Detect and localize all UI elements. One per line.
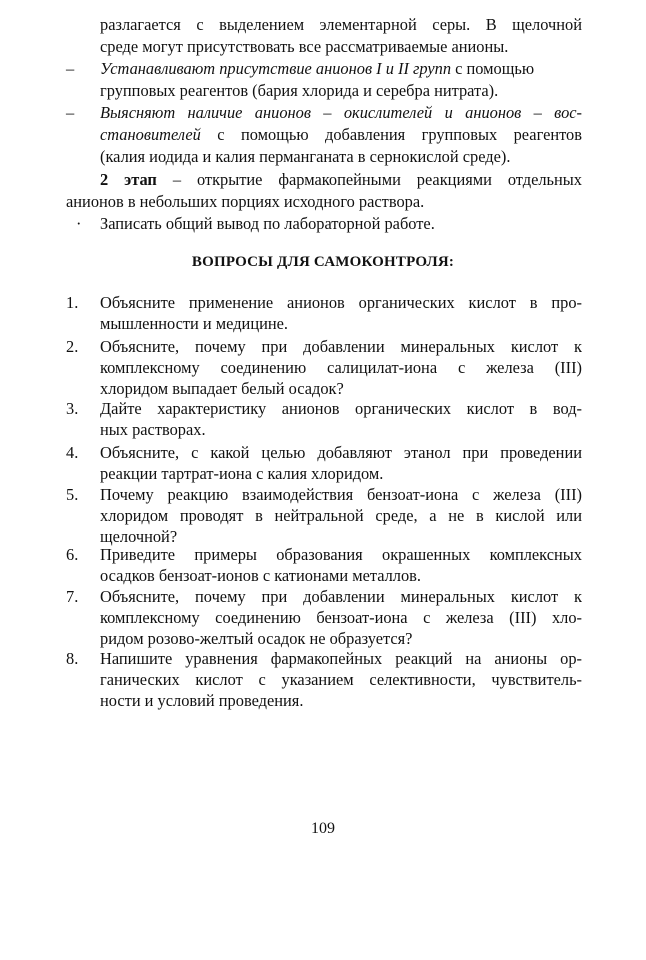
bullet-1-line-1 xyxy=(100,59,534,79)
bullet-2-line-2 xyxy=(100,125,582,145)
question-line: хлоридом проводят в нейтральной среде, а не в кислой или xyxy=(100,506,582,525)
question-line: ридом розово-желтый осадок не образуется? xyxy=(100,629,413,648)
question-number: 6. xyxy=(66,545,79,564)
section-heading: ВОПРОСЫ ДЛЯ САМОКОНТРОЛЯ: xyxy=(191,254,455,270)
question-line: Объясните, почему при добавлении минеральных кислот к xyxy=(100,587,582,606)
intro-line-1: разлагается с выделением элементарной серы. В щелочной xyxy=(100,15,582,34)
question-number: 7. xyxy=(66,587,79,606)
question-line: Объясните, с какой целью добавляют этанол при проведении xyxy=(100,443,582,462)
question-line: Объясните применение анионов органических кислот в про- xyxy=(100,293,582,312)
question-line: Почему реакцию взаимодействия бензоат-иона с железа (III) xyxy=(100,485,582,504)
bullet-2-rest: с помощью добавления групповых реагентов xyxy=(200,125,582,144)
dash-marker: – xyxy=(66,59,75,78)
question-line: комплексному соединению салицилат-иона с железа (III) xyxy=(100,358,582,377)
page-number: 109 xyxy=(311,820,335,837)
question-line: щелочной? xyxy=(100,527,178,546)
stage-2-line-1 xyxy=(100,170,582,190)
question-line: Объясните, почему при добавлении минеральных кислот к xyxy=(100,337,582,356)
question-number: 5. xyxy=(66,485,79,504)
question-line: ганических кислот с указанием селективности, чувствитель- xyxy=(100,670,582,689)
stage-2-line-2: анионов в небольших порциях исходного раствора. xyxy=(66,192,425,211)
intro-line-2: среде могут присутствовать все рассматриваемые анионы. xyxy=(100,37,509,56)
question-line: реакции тартрат-иона с калия хлоридом. xyxy=(100,464,384,483)
bullet-1-italic: Устанавливают присутствие анионов I и II групп xyxy=(100,59,452,78)
bullet-2-line-1: Выясняют наличие анионов – окислителей и анионов – вос- xyxy=(100,103,582,122)
bullet-2-line-3: (калия иодида и калия перманганата в сернокислой среде). xyxy=(100,147,511,166)
bullet-dot: · xyxy=(76,214,82,233)
question-number: 1. xyxy=(66,293,79,312)
stage-2-text: – открытие фармакопейными реакциями отдельных xyxy=(156,170,582,189)
question-line: Приведите примеры образования окрашенных комплексных xyxy=(100,545,582,564)
question-line: комплексному соединению бензоат-иона с железа (III) хло- xyxy=(100,608,582,627)
question-line: Дайте характеристику анионов органических кислот в вод- xyxy=(100,399,582,418)
conclusion-line: Записать общий вывод по лабораторной работе. xyxy=(100,214,435,233)
question-number: 4. xyxy=(66,443,79,462)
question-line: хлоридом выпадает белый осадок? xyxy=(100,379,344,398)
question-line: осадков бензоат-ионов с катионами металлов. xyxy=(100,566,422,585)
stage-2-label: 2 этап xyxy=(100,170,157,189)
question-number: 2. xyxy=(66,337,79,356)
bullet-1-line-2: групповых реагентов (бария хлорида и серебра нитрата). xyxy=(100,81,499,100)
question-line: мышленности и медицине. xyxy=(100,314,289,333)
question-line: ных растворах. xyxy=(100,420,206,439)
bullet-1-rest: с помощью xyxy=(451,59,535,78)
question-number: 3. xyxy=(66,399,79,418)
question-number: 8. xyxy=(66,649,79,668)
question-line: ности и условий проведения. xyxy=(100,691,304,710)
dash-marker: – xyxy=(66,103,75,122)
bullet-2-italic: становителей xyxy=(100,125,201,144)
question-line: Напишите уравнения фармакопейных реакций на анионы ор- xyxy=(100,649,582,668)
